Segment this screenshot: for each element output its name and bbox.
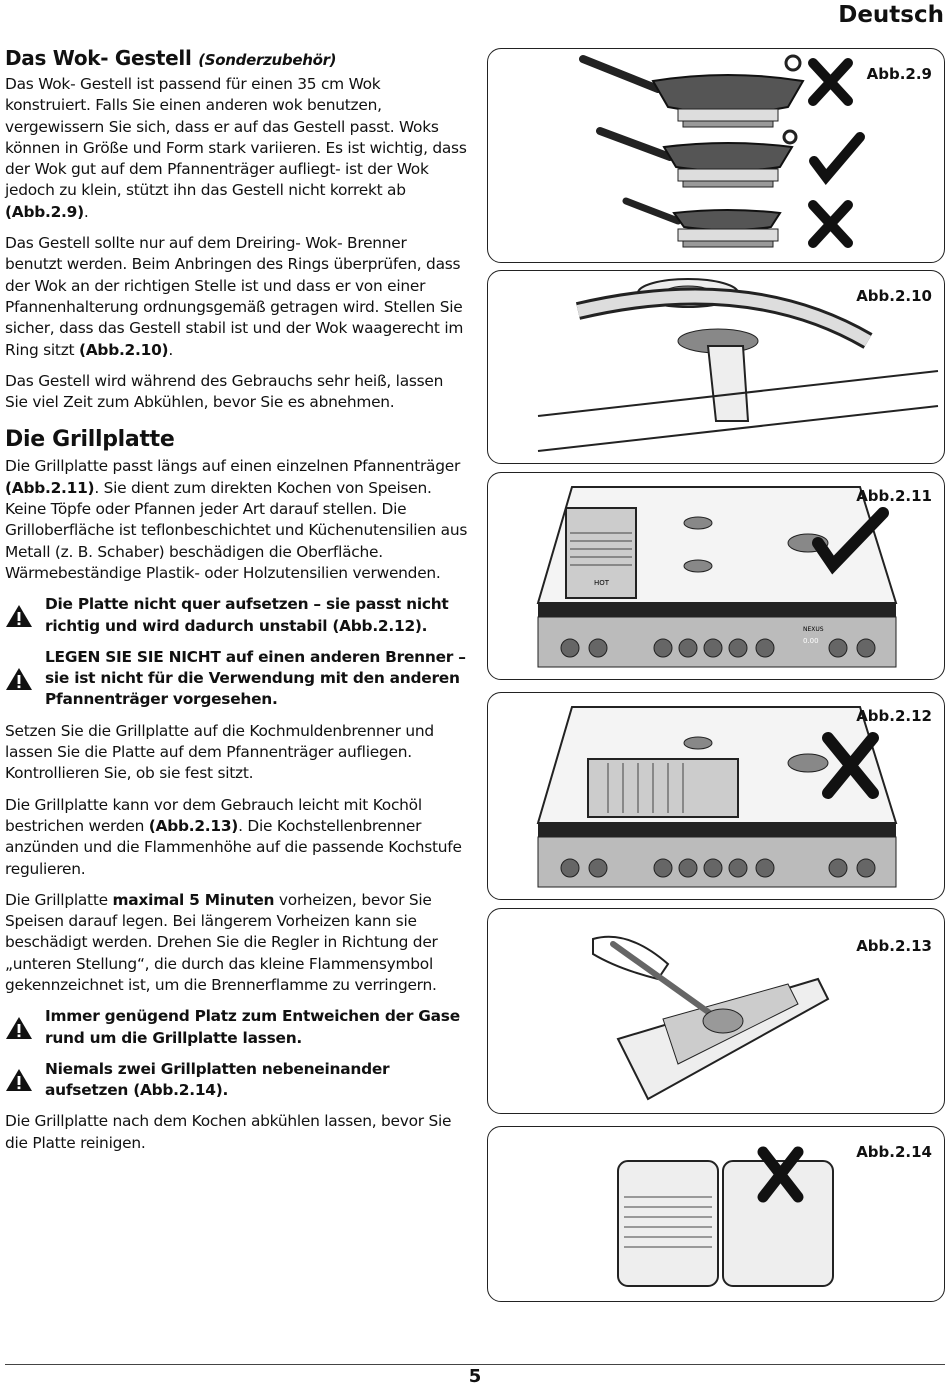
warning-text: LEGEN SIE SIE NICHT auf einen anderen Brenner – sie ist nicht für die Verwendung mit den anderen Pfannenträger vorgesehen. xyxy=(45,647,466,709)
warning-icon xyxy=(5,604,33,628)
warning-text: Die Platte nicht quer aufsetzen – sie passt nicht richtig und wird dadurch unstabil (Abb.2.12). xyxy=(45,595,449,635)
panel-brand: NEXUS xyxy=(803,626,824,633)
figure-griddle-wrong xyxy=(487,692,945,900)
paragraph-text: Die Grillplatte kann vor dem Gebrauch leicht mit Kochöl bestrichen werden xyxy=(5,795,422,835)
figure-label: Abb.2.10 xyxy=(856,287,932,305)
figure-label: Abb.2.12 xyxy=(856,707,932,725)
warning-block xyxy=(5,594,468,637)
plate-marking: HOT xyxy=(594,579,610,587)
figure-wok-sizes xyxy=(487,48,945,263)
punctuation: . xyxy=(83,202,89,221)
paragraph: Die Grillplatte nach dem Kochen abkühlen lassen, bevor Sie die Platte reinigen. xyxy=(5,1112,452,1152)
emphasis: maximal 5 Minuten xyxy=(112,890,275,909)
warning-text: Immer genügend Platz zum Entweichen der Gase rund um die Grillplatte lassen. xyxy=(45,1007,460,1047)
paragraph xyxy=(5,233,468,361)
figure-reference: (Abb.2.10) xyxy=(78,340,169,359)
section-title-wok xyxy=(5,46,468,70)
warning-text: Niemals zwei Grillplatten nebeneinander aufsetzen (Abb.2.14). xyxy=(45,1059,390,1100)
figure-reference: (Abb.2.9) xyxy=(5,202,84,221)
paragraph xyxy=(5,890,468,996)
paragraph xyxy=(5,795,468,880)
paragraph-text: vorheizen, bevor Sie Speisen darauf legen. Bei längerem Vorheizen kann sie beschädigt werden. Drehen Sie die Regler in Richtung der „unteren Stellung“, die durch das kleine Flammensymbol gekennzeichnet ist, um die Brennerflamme zu verringern. xyxy=(5,890,438,994)
paragraph-text: Die Grillplatte xyxy=(5,890,108,909)
warning-block xyxy=(5,1006,468,1049)
section-title-wok-text: Das Wok- Gestell xyxy=(5,46,192,70)
warning-icon xyxy=(5,667,33,691)
figure-label: Abb.2.11 xyxy=(856,487,932,505)
figure-label: Abb.2.14 xyxy=(856,1143,932,1161)
warning-icon xyxy=(5,1068,33,1092)
language-label: Deutsch xyxy=(838,2,944,28)
paragraph-text: Das Wok- Gestell ist passend für einen 35 cm Wok konstruiert. Falls Sie einen anderen wok benutzen, vergewissern Sie sich, dass er auf das Gestell passt. Woks können in Größe und Form stark variieren. Es ist wichtig, dass der Wok gut auf dem Pfannenträger aufliegt- ist der Wok jedoch zu klein, stützt ihn das Gestell nicht korrekt ab xyxy=(5,75,467,200)
figure-oiling xyxy=(487,908,945,1114)
figure-reference: (Abb.2.13) xyxy=(148,816,239,835)
paragraph: Das Gestell wird während des Gebrauchs sehr heiß, lassen Sie viel Zeit zum Abkühlen, bevor Sie es abnehmen. xyxy=(5,371,444,412)
figure-wok-stand xyxy=(487,270,945,464)
figure-label: Abb.2.13 xyxy=(856,937,932,955)
warning-icon xyxy=(5,1016,33,1040)
paragraph xyxy=(5,456,468,584)
figure-label: Abb.2.9 xyxy=(866,65,932,83)
paragraph xyxy=(5,74,468,223)
punctuation: . xyxy=(168,340,173,359)
figure-griddle-correct xyxy=(487,472,945,680)
paragraph-text: . Die Kochstellenbrenner anzünden und die Flammenhöhe auf die passende Kochstufe regulieren. xyxy=(5,816,462,878)
paragraph-text: Die Grillplatte passt längs auf einen einzelnen Pfannenträger xyxy=(5,457,461,476)
warning-block xyxy=(5,647,468,711)
paragraph-text: . Sie dient zum direkten Kochen von Speisen. Keine Töpfe oder Pfannen jeder Art darauf stellen. Die Grilloberfläche ist teflonbeschichtet und Küchenutensilien aus Metall (z. B. Schaber) beschädigen die Oberfläche. Wärmebeständige Plastik- oder Holzutensilien verwenden. xyxy=(5,478,468,582)
figure-two-griddles xyxy=(487,1126,945,1302)
page-number: 5 xyxy=(468,1366,482,1387)
figure-reference: (Abb.2.11) xyxy=(5,478,95,497)
warning-block xyxy=(5,1059,468,1102)
section-subtitle: (Sonderzubehör) xyxy=(198,51,337,69)
panel-display: 0.00 xyxy=(803,637,819,645)
section-title-grill: Die Grillplatte xyxy=(5,427,175,453)
paragraph: Setzen Sie die Grillplatte auf die Kochmuldenbrenner und lassen Sie die Platte auf dem Pfannenträger aufliegen. Kontrollieren Sie, ob sie fest sitzt. xyxy=(5,721,434,783)
footer-divider xyxy=(5,1364,945,1365)
paragraph-text: Das Gestell sollte nur auf dem Dreiring- Wok- Brenner benutzt werden. Beim Anbringen des Rings überprüfen, dass der Wok an der richtigen Stelle ist und dass er von einer Pfannenhalterung ordnungsgemäß getragen wird. Stellen Sie sicher, dass das Gestell stabil ist und der Wok waagerecht im Ring sitzt xyxy=(5,234,464,359)
text-column xyxy=(5,46,468,1164)
